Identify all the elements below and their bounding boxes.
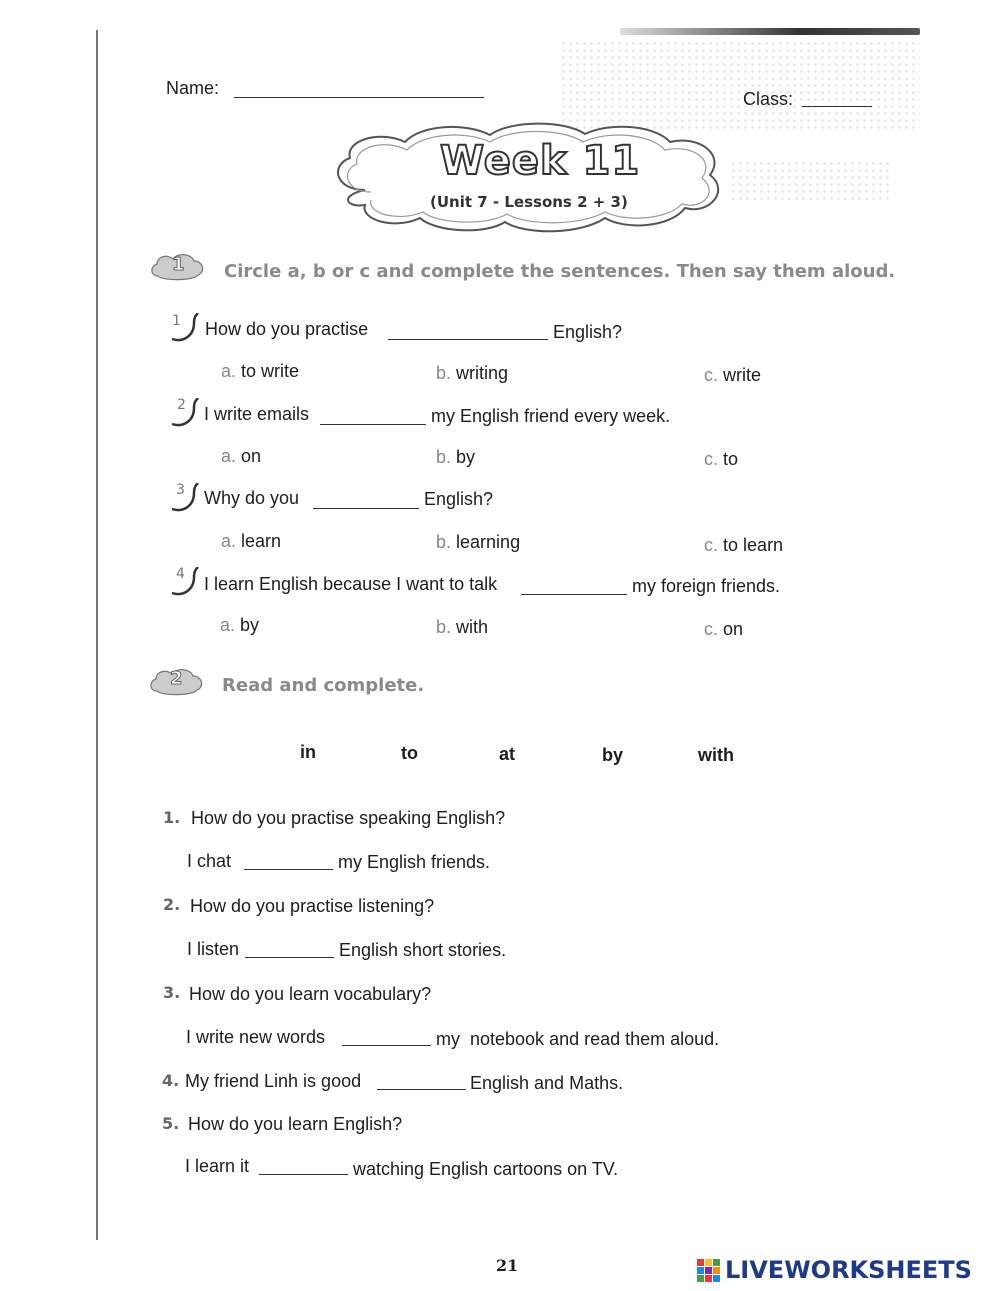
answer-before: My friend Linh is good <box>185 1071 362 1091</box>
option-c[interactable]: c. write <box>704 365 762 385</box>
option-b[interactable]: b. writing <box>436 363 509 383</box>
answer-after: English short stories. <box>339 940 507 960</box>
word-bank-item: by <box>602 745 624 765</box>
question-number: 3 <box>176 482 185 498</box>
word-bank-item: with <box>698 745 734 765</box>
answer-after: my English friends. <box>338 852 491 872</box>
option-a[interactable]: a. on <box>221 446 262 466</box>
answer-before: I chat <box>187 851 232 871</box>
item-question: How do you practise speaking English? <box>191 808 506 828</box>
class-field[interactable] <box>802 106 872 107</box>
option-b[interactable]: b. by <box>436 447 476 467</box>
item-number: 1. <box>163 808 181 827</box>
exercise-1-number: 1 <box>172 254 185 275</box>
answer-after: English and Maths. <box>470 1073 624 1093</box>
answer-blank[interactable] <box>245 957 334 958</box>
option-a[interactable]: a. to write <box>221 361 300 381</box>
item-question: How do you practise listening? <box>190 896 435 916</box>
answer-blank[interactable] <box>259 1174 348 1175</box>
question-number: 2 <box>177 397 186 413</box>
name-label: Name: <box>166 78 220 98</box>
question-bracket-icon <box>166 483 202 513</box>
answer-before: I listen <box>187 939 240 959</box>
scan-noise <box>560 40 920 130</box>
exercise-2-number: 2 <box>170 668 183 689</box>
question-text-after: English? <box>553 322 623 342</box>
question-bracket-icon <box>166 398 202 428</box>
scan-left-edge <box>96 30 98 1240</box>
answer-blank[interactable] <box>388 339 548 340</box>
exercise-1-instruction: Circle a, b or c and complete the sentences. Then say them aloud. <box>224 261 896 282</box>
item-question: How do you learn vocabulary? <box>189 984 432 1004</box>
item-question: How do you learn English? <box>188 1114 403 1134</box>
question-bracket-icon <box>166 567 202 597</box>
answer-before: I write new words <box>186 1027 326 1047</box>
liveworksheets-icon <box>697 1259 720 1282</box>
answer-blank[interactable] <box>320 424 426 425</box>
question-text-after: my English friend every week. <box>431 406 671 426</box>
answer-blank[interactable] <box>521 594 627 595</box>
item-number: 3. <box>163 983 181 1002</box>
item-number: 4. <box>162 1071 180 1090</box>
answer-after: my notebook and read them aloud. <box>436 1029 720 1049</box>
question-text-before: How do you practise <box>205 319 369 339</box>
word-bank-item: in <box>300 742 316 762</box>
option-c[interactable]: c. on <box>704 619 744 639</box>
word-bank-item: at <box>499 744 516 764</box>
option-a[interactable]: a. by <box>220 615 260 635</box>
answer-before: I learn it <box>185 1156 250 1176</box>
question-text-before: I write emails <box>204 404 310 424</box>
week-title: Week 11 <box>440 138 641 184</box>
scan-top-bar <box>620 28 920 35</box>
question-text-after: my foreign friends. <box>632 576 781 596</box>
class-label: Class: <box>743 89 794 109</box>
item-number: 2. <box>163 895 181 914</box>
question-bracket-icon <box>166 313 202 343</box>
liveworksheets-logo[interactable] <box>697 1256 972 1284</box>
answer-blank[interactable] <box>342 1045 431 1046</box>
word-bank-item: to <box>401 743 418 763</box>
page-number: 21 <box>496 1256 519 1275</box>
question-text-after: English? <box>424 489 494 509</box>
answer-blank[interactable] <box>313 508 419 509</box>
question-number: 1 <box>172 313 181 329</box>
name-field[interactable] <box>234 97 484 98</box>
liveworksheets-brand: LIVEWORKSHEETS <box>725 1256 972 1284</box>
item-number: 5. <box>162 1114 180 1133</box>
scan-noise <box>730 160 890 200</box>
exercise-2-instruction: Read and complete. <box>222 675 425 696</box>
question-number: 4 <box>176 566 185 582</box>
option-b[interactable]: b. with <box>436 617 489 637</box>
answer-blank[interactable] <box>377 1089 466 1090</box>
answer-blank[interactable] <box>244 869 333 870</box>
option-b[interactable]: b. learning <box>436 532 521 552</box>
option-c[interactable]: c. to <box>704 449 739 469</box>
week-subtitle: (Unit 7 - Lessons 2 + 3) <box>430 193 628 211</box>
answer-after: watching English cartoons on TV. <box>353 1159 619 1179</box>
option-c[interactable]: c. to learn <box>704 535 784 555</box>
question-text-before: I learn English because I want to talk <box>204 574 498 594</box>
option-a[interactable]: a. learn <box>221 531 282 551</box>
question-text-before: Why do you <box>204 488 300 508</box>
